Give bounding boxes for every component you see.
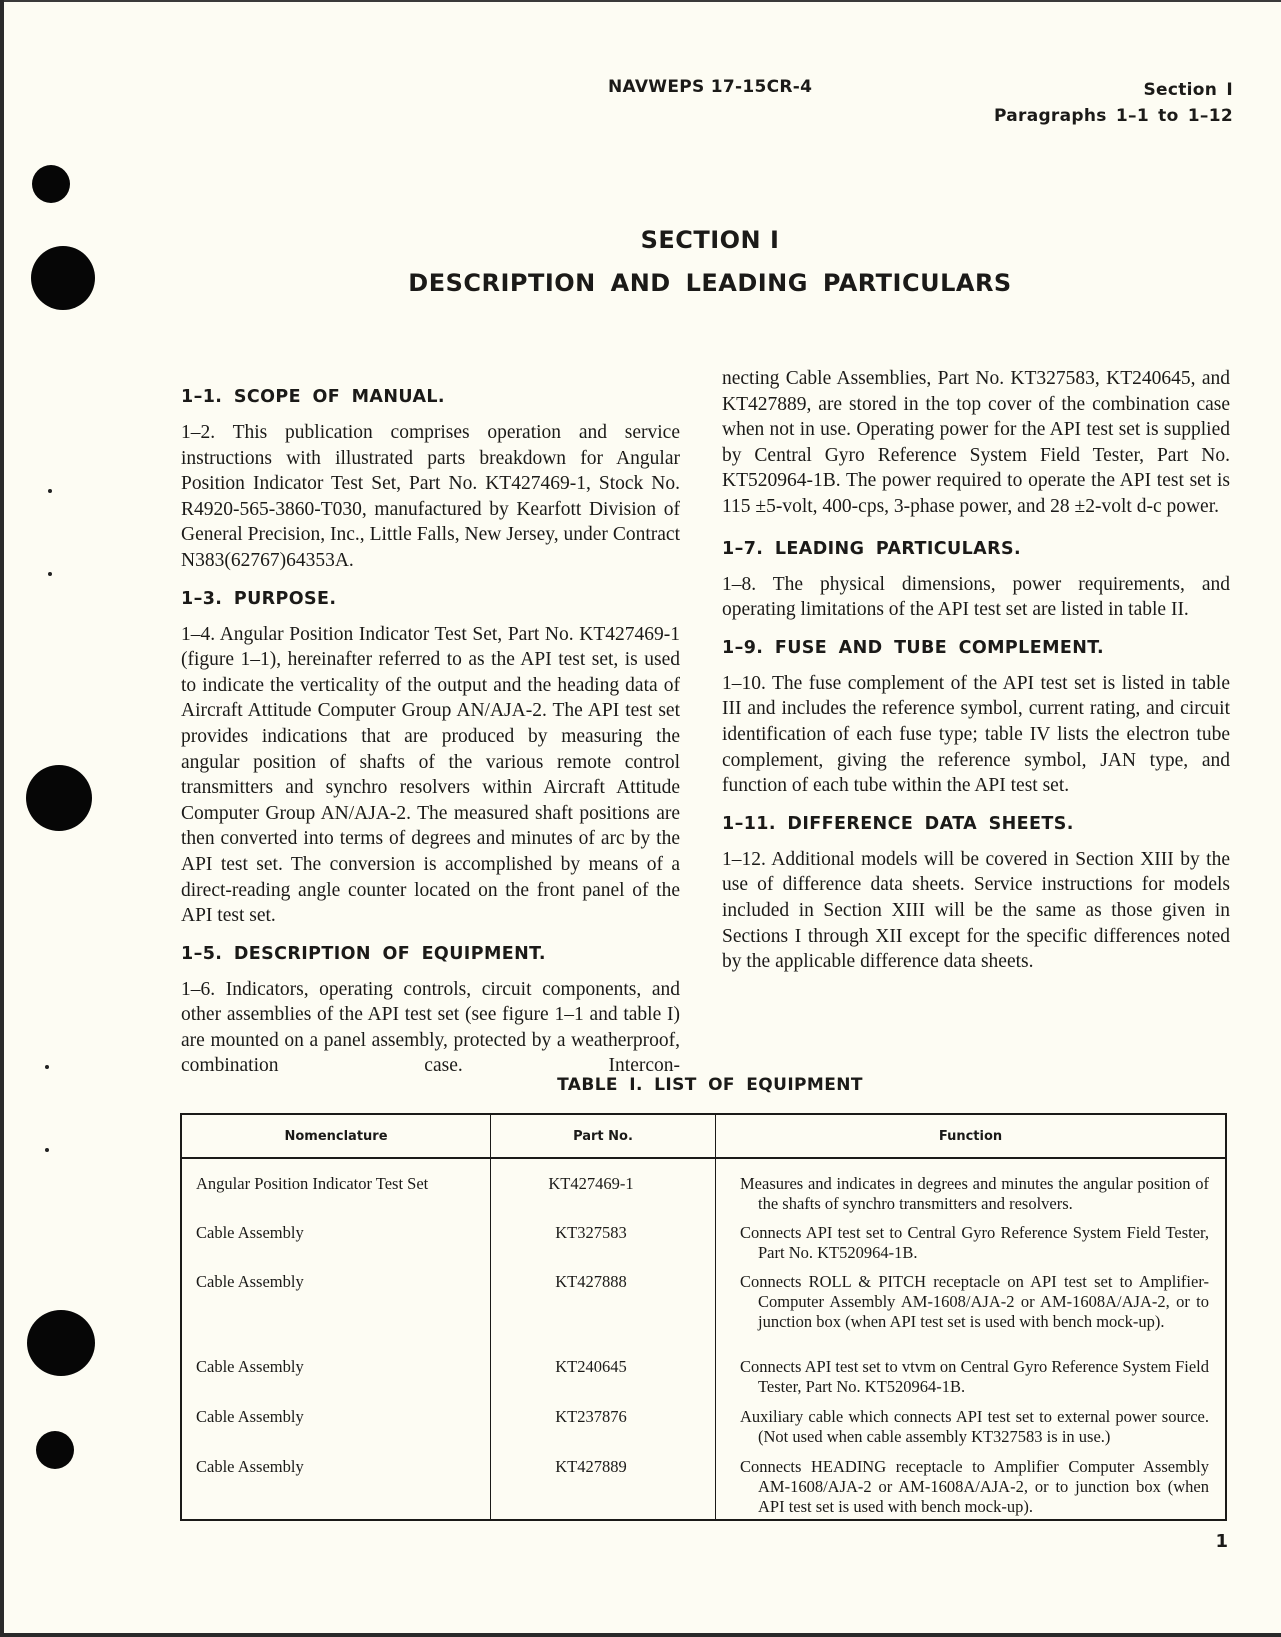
function-text: Connects ROLL & PITCH receptacle on API test set to Amplifier-Computer Assembly AM-1608/AJA-2 or AM-1608A/AJA-2, or to junction box (when API test set is used with bench mock-up). <box>740 1272 1209 1331</box>
table-row <box>181 1158 1226 1214</box>
table-row <box>181 1447 1226 1520</box>
part-no-cell: KT427889 <box>491 1447 716 1520</box>
function-text: Connects API test set to vtvm on Central Gyro Reference System Field Tester, Part No. KT520964-1B. <box>740 1357 1209 1396</box>
section-subtitle: DESCRIPTION AND LEADING PARTICULARS <box>408 269 1012 297</box>
nomenclature-cell: Cable Assembly <box>181 1397 491 1447</box>
table-row <box>181 1397 1226 1447</box>
margin-speck <box>48 572 52 576</box>
heading-description-of-equipment: 1–5. DESCRIPTION OF EQUIPMENT. <box>181 943 546 964</box>
left-column <box>181 372 680 1079</box>
margin-speck <box>45 1065 49 1069</box>
function-cell <box>716 1447 1227 1520</box>
table-row <box>181 1214 1226 1263</box>
right-column <box>722 366 1230 975</box>
paragraph-1-6-continued: necting Cable Assemblies, Part No. KT327583, KT240645, and KT427889, are stored in the top cover of the combination case when not in use. Operating power for the API test set is supplied by Central Gyro Reference System Field Tester, Part No. KT520964-1B. The power required to operate the API test set is 115 ±5-volt, 400-cps, 3-phase power, and 28 ±2-volt d-c power. <box>722 368 1230 517</box>
function-text: Auxiliary cable which connects API test set to external power source. (Not used when cable assembly KT327583 is in use.) <box>740 1407 1209 1446</box>
margin-speck <box>45 1148 49 1152</box>
page-edge-top <box>0 0 1281 2</box>
nomenclature-cell: Cable Assembly <box>181 1447 491 1520</box>
equipment-table <box>180 1113 1227 1521</box>
nomenclature-cell: Cable Assembly <box>181 1214 491 1263</box>
function-text: Connects API test set to Central Gyro Reference System Field Tester, Part No. KT520964-1B. <box>740 1223 1209 1262</box>
part-no-cell: KT427888 <box>491 1263 716 1347</box>
column-header-nomenclature: Nomenclature <box>181 1114 491 1158</box>
heading-difference-data-sheets: 1–11. DIFFERENCE DATA SHEETS. <box>722 813 1074 834</box>
function-cell <box>716 1158 1227 1214</box>
page-edge-bottom <box>0 1633 1281 1637</box>
paragraph-range: Paragraphs 1–1 to 1–12 <box>993 106 1233 126</box>
heading-scope-of-manual: 1–1. SCOPE OF MANUAL. <box>181 387 445 407</box>
function-text: Connects HEADING receptacle to Amplifier Computer Assembly AM-1608/AJA-2 or AM-1608A/AJA-2, or to junction box (when API test set is used with bench mock-up). <box>740 1457 1209 1516</box>
punch-hole-icon <box>27 1310 95 1376</box>
table-row <box>181 1347 1226 1397</box>
heading-purpose: 1–3. PURPOSE. <box>181 588 337 609</box>
paragraph-1-10: 1–10. The fuse complement of the API test set is listed in table III and includes the reference symbol, current rating, and circuit identification of each fuse type; table IV lists the electron tube complement, giving the reference symbol, JAN type, and function of each tube within the API test set. <box>722 672 1230 797</box>
section-label: Section I <box>1143 80 1233 100</box>
document-number: NAVWEPS 17-15CR-4 <box>608 77 813 97</box>
punch-hole-icon <box>36 1431 74 1469</box>
column-header-function: Function <box>716 1114 1227 1158</box>
paragraph-1-12: 1–12. Additional models will be covered in Section XIII by the use of difference data sheets. Service instructions for models included in Section XIII will be the same as those given in Sections I through XII except for the specific differences noted by the applicable difference data sheets. <box>722 848 1230 973</box>
part-no-cell: KT427469-1 <box>491 1158 716 1214</box>
column-header-part-no: Part No. <box>491 1114 716 1158</box>
function-text: Measures and indicates in degrees and minutes the angular position of the shafts of synchro transmitters and resolvers. <box>740 1174 1209 1213</box>
nomenclature-cell: Cable Assembly <box>181 1347 491 1397</box>
heading-leading-particulars: 1–7. LEADING PARTICULARS. <box>722 538 1022 559</box>
table-row <box>181 1263 1226 1347</box>
function-cell <box>716 1347 1227 1397</box>
part-no-cell: KT240645 <box>491 1347 716 1397</box>
part-no-cell: KT237876 <box>491 1397 716 1447</box>
nomenclature-cell: Angular Position Indicator Test Set <box>181 1158 491 1214</box>
paragraph-1-8: 1–8. The physical dimensions, power requirements, and operating limitations of the API test set are listed in table II. <box>722 573 1230 621</box>
function-cell <box>716 1397 1227 1447</box>
paragraph-1-2: 1–2. This publication comprises operation and service instructions with illustrated parts breakdown for Angular Position Indicator Test Set, Part No. KT427469-1, Stock No. R4920-565-3860-T030, manufactured by Kearfott Division of General Precision, Inc., Little Falls, New Jersey, under Contract N383(62767)64353A. <box>181 422 680 571</box>
part-no-cell: KT327583 <box>491 1214 716 1263</box>
function-cell <box>716 1214 1227 1263</box>
function-cell <box>716 1263 1227 1347</box>
punch-hole-icon <box>32 165 70 203</box>
heading-fuse-and-tube-complement: 1–9. FUSE AND TUBE COMPLEMENT. <box>722 637 1105 658</box>
page-number: 1 <box>1215 1531 1228 1552</box>
punch-hole-icon <box>26 765 92 831</box>
paragraph-1-6: 1–6. Indicators, operating controls, circuit components, and other assemblies of the API test set (see figure 1–1 and table I) are mounted on a panel assembly, protected by a weatherproof, combination case. Intercon- <box>181 978 680 1077</box>
margin-speck <box>48 489 52 493</box>
nomenclature-cell: Cable Assembly <box>181 1263 491 1347</box>
table-header-row <box>181 1114 1226 1158</box>
table-title: TABLE I. LIST OF EQUIPMENT <box>557 1075 863 1095</box>
section-title: SECTION I <box>640 226 780 254</box>
paragraph-1-4: 1–4. Angular Position Indicator Test Set, Part No. KT427469-1 (figure 1–1), hereinafter referred to as the API test set, is used to indicate the verticality of the output and the heading data of Aircraft Attitude Computer Group AN/AJA-2. The API test set provides indications that are produced by measuring the angular position of shafts of the various remote control transmitters and synchro resolvers within Aircraft Attitude Computer Group AN/AJA-2. The measured shaft positions are then converted into terms of degrees and minutes of arc by the API test set. The conversion is accomplished by means of a direct-reading angle counter located on the front panel of the API test set. <box>181 623 680 927</box>
running-header <box>994 77 1233 129</box>
